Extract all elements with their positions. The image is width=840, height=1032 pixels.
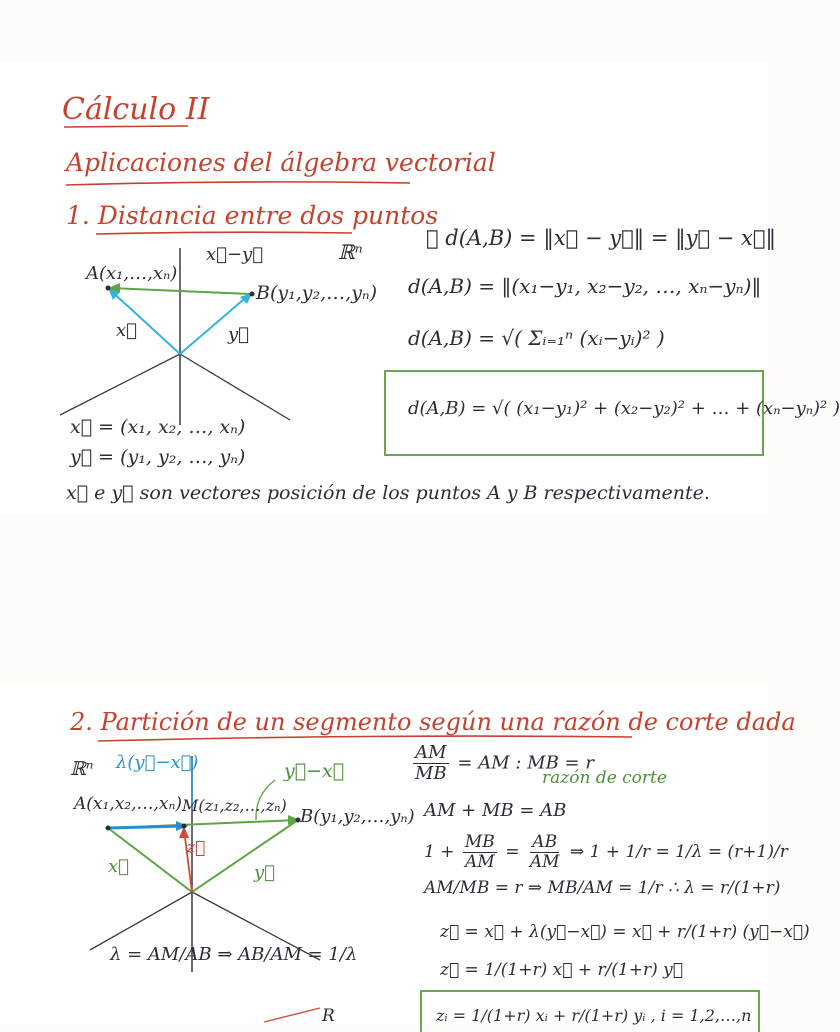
topic-1-title: 1. Distancia entre dos puntos xyxy=(66,201,439,230)
definition-x: x⃗ = (x₁, x₂, …, xₙ) xyxy=(70,416,246,438)
equation-boxed: d(A,B) = √( (x₁−y₁)² + (x₂−y₂)² + … + (xₙ−yₙ)² ) xyxy=(408,398,840,419)
point-m-label: M(z₁,z₂,…,zₙ) xyxy=(182,796,287,815)
ratio-numerator: AM xyxy=(415,742,447,763)
point-a-label-2: A(x₁,x₂,…,xₙ) xyxy=(74,794,183,814)
axis-left xyxy=(60,354,180,415)
vector-y-2 xyxy=(192,820,298,892)
space-label-rn: ℝⁿ xyxy=(338,240,363,264)
eq1-prefix: 1 + xyxy=(424,842,455,862)
label-vec-y-2: y⃗ xyxy=(254,862,275,883)
label-vec-x-2: x⃗ xyxy=(108,856,129,877)
equation-boxed-partial: zᵢ = 1/(1+r) xᵢ + r/(1+r) yᵢ , i = 1,2,…,n xyxy=(436,1006,752,1025)
title-underline xyxy=(62,124,192,130)
topic-1-underline xyxy=(94,230,356,238)
equation-p2-2: AM/MB = r ⇒ MB/AM = 1/r ∴ λ = r/(1+r) xyxy=(424,878,781,898)
equation-p2-3: z⃗ = x⃗ + λ(y⃗−x⃗) = x⃗ + r/(1+r) (y⃗−x⃗) xyxy=(440,922,810,942)
equation-1: ∴ d(A,B) = ‖x⃗ − y⃗‖ = ‖y⃗ − x⃗‖ xyxy=(426,226,776,250)
point-b-label-2: B(y₁,y₂,…,yₙ) xyxy=(300,806,415,827)
bottom-partial-sketch xyxy=(262,1004,324,1024)
eq1-mid: ⇒ 1 + 1/r = 1/λ = (r+1)/r xyxy=(569,842,788,862)
course-title: Cálculo II xyxy=(62,92,210,127)
label-vec-x: x⃗ xyxy=(116,320,137,341)
section-title: Aplicaciones del álgebra vectorial xyxy=(66,148,496,177)
vector-lambda xyxy=(108,826,184,828)
topic-2-underline xyxy=(96,734,636,744)
label-lambda-vector: λ(y⃗−x⃗) xyxy=(116,752,199,773)
equation-2: d(A,B) = ‖(x₁−y₁, x₂−y₂, …, xₙ−yₙ)‖ xyxy=(408,274,762,298)
section-underline xyxy=(64,180,414,188)
label-x-minus-y: x⃗−y⃗ xyxy=(206,244,264,265)
label-vec-y: y⃗ xyxy=(228,324,249,345)
definition-y: y⃗ = (y₁, y₂, …, yₙ) xyxy=(70,446,246,468)
point-b-label: B(y₁,y₂,…,yₙ) xyxy=(256,282,378,304)
equation-sum: AM + MB = AB xyxy=(424,800,567,821)
position-vectors-note: x⃗ e y⃗ son vectores posición de los puntos A y B respectivamente. xyxy=(66,482,710,504)
equation-p2-4: z⃗ = 1/(1+r) x⃗ + r/(1+r) y⃗ xyxy=(440,960,683,980)
point-a-label: A(x₁,…,xₙ) xyxy=(86,263,178,284)
ratio-rest: = AM : MB = r xyxy=(457,752,594,774)
equation-3: d(A,B) = √( Σᵢ₌₁ⁿ (xᵢ−yᵢ)² ) xyxy=(408,326,665,350)
topic-2-title: 2. Partición de un segmento según una razón de corte dada xyxy=(70,708,796,736)
lambda-definition: λ = AM/AB ⇒ AB/AM = 1/λ xyxy=(110,944,358,965)
label-y-minus-x: y⃗−x⃗ xyxy=(284,760,345,782)
equation-p2-1: 1 + $\frac{MB}{AM}$ = $\frac{AB}{AM}$ ⇒ 1 + 1/r = 1/λ = (r+1)/r xyxy=(424,832,788,872)
axis-right xyxy=(180,354,290,420)
ratio-note: razón de corte xyxy=(542,768,667,788)
label-vec-z: z⃗ xyxy=(186,838,206,858)
axis-left-2 xyxy=(90,892,192,950)
space-label-rn-2: ℝⁿ xyxy=(70,758,94,780)
ratio-denominator: MB xyxy=(415,763,447,784)
bottom-partial-label: R xyxy=(322,1006,335,1026)
